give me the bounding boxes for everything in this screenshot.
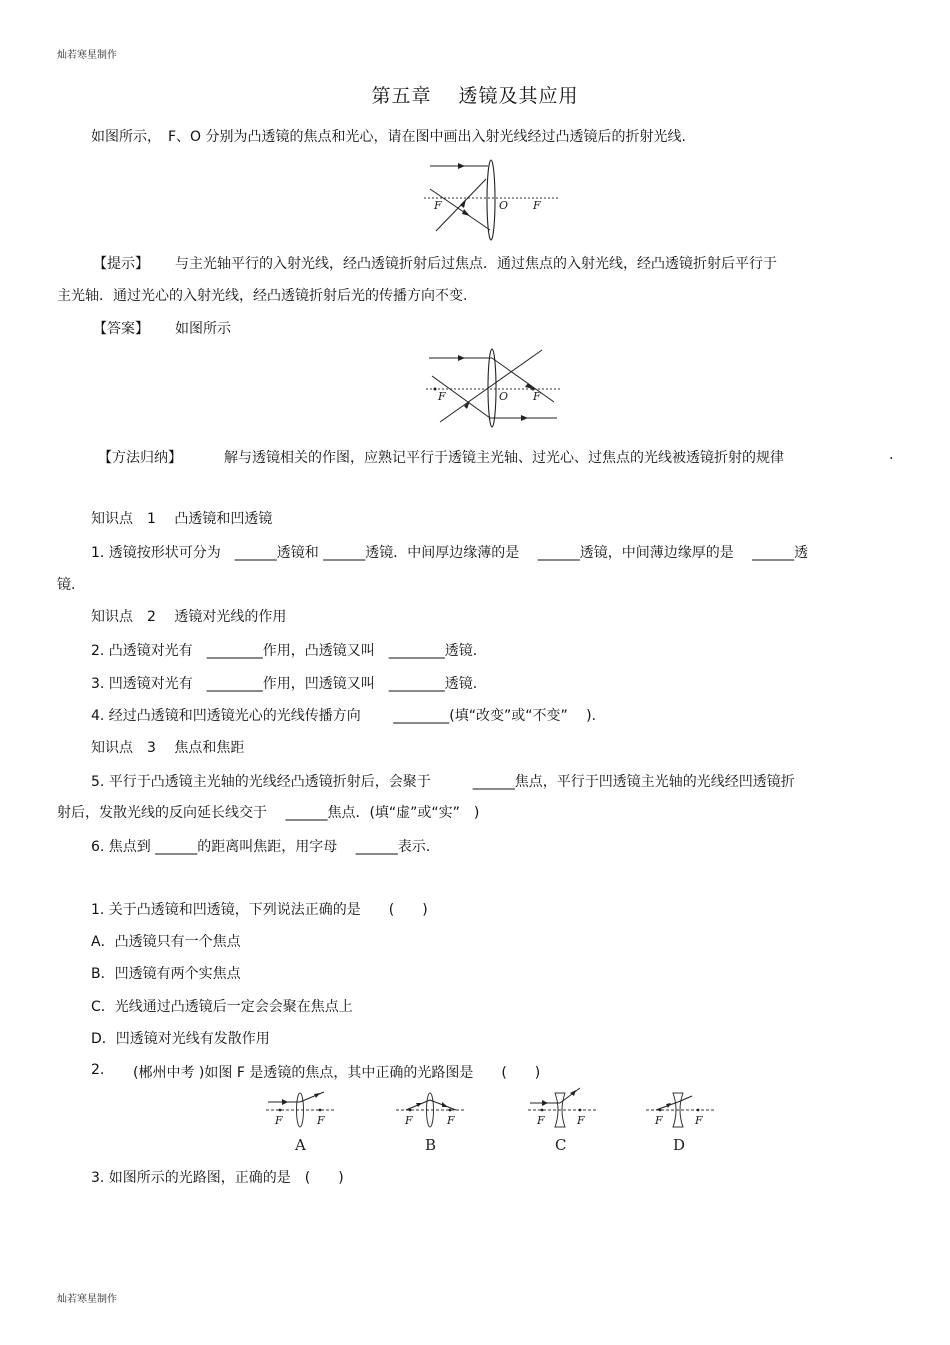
question-5-line2: 射后，发散光线的反向延长线交于 ______焦点．(填“虚”或“实” ) (57, 805, 480, 821)
diagram-letter-c: C (555, 1136, 567, 1154)
method-end: . (889, 447, 894, 463)
focus-label: F (537, 1114, 545, 1127)
diagram-c (528, 1088, 596, 1154)
focus-label-right: F (533, 390, 541, 403)
choice-option-c: C．光线通过凸透镜后一定会会聚在焦点上 (91, 999, 353, 1015)
question-1-line2: 镜. (57, 577, 76, 593)
focus-label-left: F (438, 390, 446, 403)
method-label: 【方法归纳】 (98, 450, 182, 466)
focus-label: F (655, 1114, 663, 1127)
focus-label: F (275, 1114, 283, 1127)
light-path-options-figure (262, 1086, 722, 1154)
choice-option-b: B．凹透镜有两个实焦点 (91, 966, 241, 982)
diagram-a (266, 1092, 334, 1154)
choice-question-2-number: 2. (91, 1062, 105, 1078)
diagram-b (396, 1093, 464, 1154)
page-header: 灿若寒星制作 (57, 50, 117, 61)
choice-option-d: D．凹透镜对光线有发散作用 (91, 1031, 270, 1047)
focus-label-left: F (434, 199, 442, 212)
knowledge-point-2: 知识点 2 透镜对光线的作用 (91, 609, 287, 625)
lens-answer-figure (422, 346, 567, 430)
focus-label: F (317, 1114, 325, 1127)
question-5-line1: 5. 平行于凸透镜主光轴的光线经凸透镜折射后，会聚于 ______焦点，平行于凹透镜主光轴的光线经凹透镜折 (91, 774, 795, 790)
focus-label: F (577, 1114, 585, 1127)
question-4: 4. 经过凸透镜和凹透镜光心的光线传播方向 ________(填“改变”或“不变” ). (91, 708, 597, 724)
lens-question-figure (420, 157, 565, 245)
knowledge-point-3: 知识点 3 焦点和焦距 (91, 740, 245, 756)
diagram-letter-d: D (673, 1136, 686, 1154)
question-3: 3. 凹透镜对光有 ________作用，凹透镜又叫 ________透镜. (91, 676, 478, 692)
question-1-line1: 1. 透镜按形状可分为 ______透镜和 ______透镜．中间厚边缘薄的是 ______透镜，中间薄边缘厚的是 ______透 (91, 545, 809, 561)
knowledge-point-1: 知识点 1 凸透镜和凹透镜 (91, 511, 273, 527)
diagram-d (646, 1093, 714, 1154)
diagram-letter-b: B (425, 1136, 437, 1154)
question-2: 2. 凸透镜对光有 ________作用，凸透镜又叫 ________透镜. (91, 643, 478, 659)
hint-label: 【提示】 (93, 256, 149, 272)
optical-center-label: O (499, 390, 509, 403)
page-footer: 灿若寒星制作 (57, 1294, 117, 1305)
method-text: 解与透镜相关的作图，应熟记平行于透镜主光轴、过光心、过焦点的光线被透镜折射的规律 (224, 450, 784, 466)
question-6: 6. 焦点到 ______的距离叫焦距，用字母 ______表示. (91, 839, 431, 855)
choice-question-2-stem: (郴州中考 )如图 F 是透镜的焦点，其中正确的光路图是 ( ) (133, 1065, 541, 1081)
answer-label: 【答案】 (93, 321, 149, 337)
choice-option-a: A．凸透镜只有一个焦点 (91, 934, 241, 950)
answer-text: 如图所示 (175, 321, 231, 337)
choice-question-1-stem: 1. 关于凸透镜和凹透镜，下列说法正确的是 ( ) (91, 902, 428, 918)
focus-label-right: F (533, 199, 541, 212)
focus-label: F (447, 1114, 455, 1127)
hint-line1: 与主光轴平行的入射光线，经凸透镜折射后过焦点．通过焦点的入射光线，经凸透镜折射后平行于 (175, 256, 777, 272)
diagram-letter-a: A (295, 1136, 306, 1154)
choice-question-3-stem: 3. 如图所示的光路图，正确的是 ( ) (91, 1170, 344, 1186)
hint-line2: 主光轴．通过光心的入射光线，经凸透镜折射后光的传播方向不变. (57, 288, 468, 304)
focus-label: F (405, 1114, 413, 1127)
chapter-title: 第五章 透镜及其应用 (371, 85, 579, 107)
intro-question: 如图所示， F、O 分别为凸透镜的焦点和光心，请在图中画出入射光线经过凸透镜后的折射光线. (91, 129, 686, 145)
optical-center-label: O (499, 199, 509, 212)
focus-label: F (695, 1114, 703, 1127)
